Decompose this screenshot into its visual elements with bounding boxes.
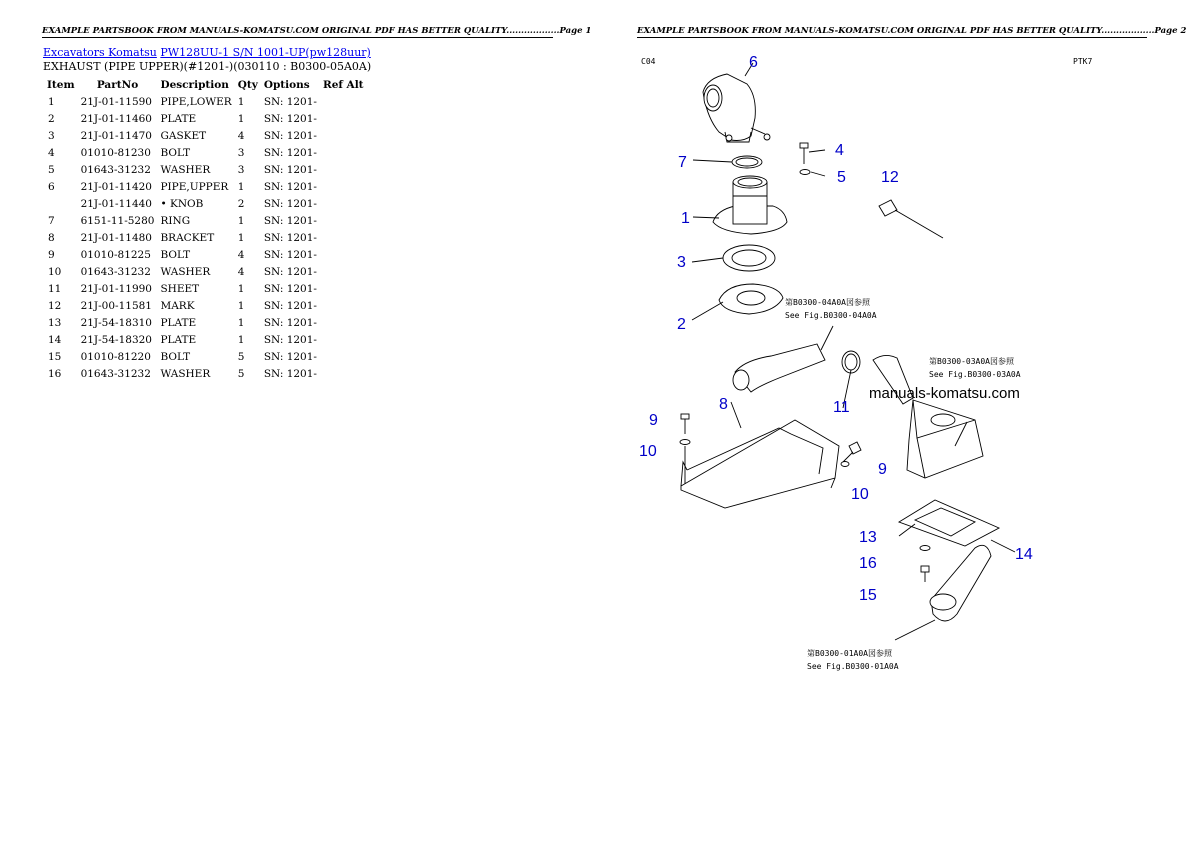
part-ref-alt xyxy=(320,263,367,280)
part-number: 01010-81230 xyxy=(80,146,151,159)
part-number: 01010-81225 xyxy=(80,248,151,261)
callout-3: 3 xyxy=(677,254,686,271)
part-description: BOLT xyxy=(160,146,191,159)
table-row xyxy=(44,263,367,280)
table-row xyxy=(44,280,367,297)
part-number: 01643-31232 xyxy=(80,367,151,380)
part-quantity: 4 xyxy=(237,248,245,261)
tail-pipe-drawing xyxy=(895,545,991,640)
figure-reference-jp: 第B0300-04A0A図参照 xyxy=(785,298,870,307)
callout-13: 13 xyxy=(859,529,877,546)
part-ref-alt xyxy=(320,348,367,365)
upper-pipe-drawing xyxy=(703,74,770,142)
column-header: Ref Alt xyxy=(322,79,364,91)
callout-9: 9 xyxy=(649,412,658,429)
callout-16: 16 xyxy=(859,555,877,572)
part-description: WASHER xyxy=(160,163,211,176)
figure-reference-en: See Fig.B0300-03A0A xyxy=(929,370,1021,379)
item-number: 5 xyxy=(48,163,55,176)
part-options: SN: 1201- xyxy=(263,265,317,278)
part-ref-alt xyxy=(320,280,367,297)
part-quantity: 1 xyxy=(237,299,245,312)
item-number: 9 xyxy=(48,248,55,261)
part-quantity: 5 xyxy=(237,367,245,380)
part-description: • KNOB xyxy=(160,197,204,210)
gasket-drawing xyxy=(723,245,775,271)
part-number: 21J-01-11420 xyxy=(80,180,152,193)
part-description: GASKET xyxy=(160,129,207,142)
callout-15: 15 xyxy=(859,587,877,604)
callout-6: 6 xyxy=(749,54,758,71)
callout-1: 1 xyxy=(681,210,690,227)
diagram-page xyxy=(595,0,1190,842)
part-description: MARK xyxy=(160,299,195,312)
exploded-parts-diagram xyxy=(595,0,1190,842)
part-quantity: 1 xyxy=(237,316,245,329)
part-description: BRACKET xyxy=(160,231,215,244)
plate-drawing xyxy=(899,500,999,546)
part-options: SN: 1201- xyxy=(263,282,317,295)
part-description: PIPE,UPPER xyxy=(160,180,229,193)
table-row xyxy=(44,229,367,246)
part-quantity: 3 xyxy=(237,146,245,159)
part-quantity: 1 xyxy=(237,112,245,125)
table-row xyxy=(44,314,367,331)
mark-drawing xyxy=(879,200,943,238)
callout-2: 2 xyxy=(677,316,686,333)
part-description: RING xyxy=(160,214,191,227)
part-number: 21J-54-18310 xyxy=(80,316,152,329)
part-description: BOLT xyxy=(160,350,191,363)
bolt-drawing xyxy=(841,442,861,467)
table-row xyxy=(44,178,367,195)
item-number: 13 xyxy=(48,316,62,329)
part-quantity: 5 xyxy=(237,350,245,363)
item-number: 1 xyxy=(48,95,55,108)
figure-reference-jp: 第B0300-03A0A図参照 xyxy=(929,357,1014,366)
table-row xyxy=(44,161,367,178)
bolt-drawing xyxy=(921,566,929,582)
intake-pipe-drawing xyxy=(733,326,833,392)
bolt-drawing xyxy=(680,414,690,484)
part-description: PLATE xyxy=(160,112,197,125)
table-row xyxy=(44,127,367,144)
part-options: SN: 1201- xyxy=(263,129,317,142)
part-ref-alt xyxy=(320,314,367,331)
corner-code-right: PTK7 xyxy=(1073,57,1093,66)
lower-pipe-drawing xyxy=(713,176,787,234)
part-options: SN: 1201- xyxy=(263,163,317,176)
callout-7: 7 xyxy=(678,154,687,171)
category-link[interactable]: Excavators Komatsu xyxy=(43,46,157,59)
callout-12: 12 xyxy=(881,169,899,186)
part-quantity: 4 xyxy=(237,265,245,278)
table-row xyxy=(44,212,367,229)
part-number: 21J-01-11590 xyxy=(80,95,152,108)
parts-table-body xyxy=(44,93,367,382)
part-quantity: 1 xyxy=(237,214,245,227)
part-description: WASHER xyxy=(160,367,211,380)
part-quantity: 4 xyxy=(237,129,245,142)
callout-10: 10 xyxy=(639,443,657,460)
part-description: PIPE,LOWER xyxy=(160,95,232,108)
part-number: 21J-01-11990 xyxy=(80,282,152,295)
table-row xyxy=(44,195,367,212)
callout-14: 14 xyxy=(1015,546,1033,563)
column-header: Options xyxy=(263,79,310,91)
table-row xyxy=(44,365,367,382)
part-description: BOLT xyxy=(160,248,191,261)
callout-8: 8 xyxy=(719,396,728,413)
part-options: SN: 1201- xyxy=(263,146,317,159)
bracket-drawing xyxy=(681,420,839,508)
column-header: Item xyxy=(47,79,75,91)
callout-5: 5 xyxy=(837,169,846,186)
part-quantity: 1 xyxy=(237,231,245,244)
part-options: SN: 1201- xyxy=(263,316,317,329)
model-link[interactable]: PW128UU-1 S/N 1001-UP(pw128uur) xyxy=(160,46,371,59)
bolt-drawing xyxy=(800,143,825,176)
part-quantity: 1 xyxy=(237,282,245,295)
table-row xyxy=(44,144,367,161)
item-number: 8 xyxy=(48,231,55,244)
table-row xyxy=(44,246,367,263)
part-ref-alt xyxy=(320,212,367,229)
item-number: 6 xyxy=(48,180,55,193)
corner-code-left: C04 xyxy=(641,57,656,66)
plate-drawing xyxy=(719,284,783,314)
part-options: SN: 1201- xyxy=(263,248,317,261)
part-options: SN: 1201- xyxy=(263,231,317,244)
column-header: PartNo xyxy=(96,79,139,91)
item-number xyxy=(44,195,78,212)
part-ref-alt xyxy=(320,297,367,314)
callout-11: 11 xyxy=(833,399,850,416)
part-quantity: 3 xyxy=(237,163,245,176)
table-row xyxy=(44,348,367,365)
part-options: SN: 1201- xyxy=(263,112,317,125)
part-quantity: 1 xyxy=(237,95,245,108)
part-number: 21J-01-11440 xyxy=(80,197,152,210)
part-ref-alt xyxy=(320,110,367,127)
callout-9: 9 xyxy=(878,461,887,478)
part-number: 01643-31232 xyxy=(80,265,151,278)
part-ref-alt xyxy=(320,195,367,212)
part-options: SN: 1201- xyxy=(263,95,317,108)
part-description: PLATE xyxy=(160,316,197,329)
table-row xyxy=(44,297,367,314)
part-number: 21J-01-11470 xyxy=(80,129,152,142)
part-number: 21J-00-11581 xyxy=(80,299,152,312)
part-options: SN: 1201- xyxy=(263,299,317,312)
column-header: Description xyxy=(160,79,229,91)
part-ref-alt xyxy=(320,229,367,246)
breadcrumb xyxy=(43,46,371,59)
part-number: 21J-01-11480 xyxy=(80,231,152,244)
part-quantity: 1 xyxy=(237,333,245,346)
table-row xyxy=(44,331,367,348)
part-number: 01643-31232 xyxy=(80,163,151,176)
item-number: 4 xyxy=(48,146,55,159)
figure-reference-jp: 第B0300-01A0A図参照 xyxy=(807,649,892,658)
part-number: 21J-01-11460 xyxy=(80,112,152,125)
page-header: EXAMPLE PARTSBOOK FROM MANUALS-KOMATSU.COM ORIGINAL PDF HAS BETTER QUALITY..................Page 1 xyxy=(42,26,592,36)
part-description: PLATE xyxy=(160,333,197,346)
item-number: 11 xyxy=(48,282,62,295)
part-options: SN: 1201- xyxy=(263,333,317,346)
item-number: 2 xyxy=(48,112,55,125)
table-header-row xyxy=(44,77,367,93)
item-number: 14 xyxy=(48,333,62,346)
part-ref-alt xyxy=(320,93,367,110)
part-number: 01010-81220 xyxy=(80,350,151,363)
callout-10: 10 xyxy=(851,486,869,503)
figure-reference-en: See Fig.B0300-01A0A xyxy=(807,662,899,671)
column-header: Qty xyxy=(237,79,258,91)
figure-reference-en: See Fig.B0300-04A0A xyxy=(785,311,877,320)
part-ref-alt xyxy=(320,161,367,178)
parts-table xyxy=(44,77,367,382)
part-options: SN: 1201- xyxy=(263,367,317,380)
item-number: 12 xyxy=(48,299,62,312)
part-options: SN: 1201- xyxy=(263,350,317,363)
part-ref-alt xyxy=(320,365,367,382)
part-quantity: 1 xyxy=(237,180,245,193)
page-header: EXAMPLE PARTSBOOK FROM MANUALS-KOMATSU.COM ORIGINAL PDF HAS BETTER QUALITY..................Page 2 xyxy=(637,26,1187,36)
item-number: 3 xyxy=(48,129,55,142)
part-number: 6151-11-5280 xyxy=(80,214,155,227)
item-number: 15 xyxy=(48,350,62,363)
page-title: EXHAUST (PIPE UPPER)(#1201-)(030110 : B0300-05A0A) xyxy=(43,60,372,73)
watermark: manuals-komatsu.com xyxy=(869,385,1020,402)
item-number: 16 xyxy=(48,367,62,380)
part-number: 21J-54-18320 xyxy=(80,333,152,346)
part-options: SN: 1201- xyxy=(263,180,317,193)
part-ref-alt xyxy=(320,144,367,161)
part-ref-alt xyxy=(320,331,367,348)
table-row xyxy=(44,110,367,127)
part-description: SHEET xyxy=(160,282,200,295)
part-options: SN: 1201- xyxy=(263,214,317,227)
item-number: 7 xyxy=(48,214,55,227)
callout-4: 4 xyxy=(835,142,844,159)
table-row xyxy=(44,93,367,110)
part-ref-alt xyxy=(320,178,367,195)
part-options: SN: 1201- xyxy=(263,197,317,210)
washer-drawing xyxy=(920,546,930,551)
part-ref-alt xyxy=(320,246,367,263)
item-number: 10 xyxy=(48,265,62,278)
part-description: WASHER xyxy=(160,265,211,278)
part-ref-alt xyxy=(320,127,367,144)
part-quantity: 2 xyxy=(237,197,245,210)
